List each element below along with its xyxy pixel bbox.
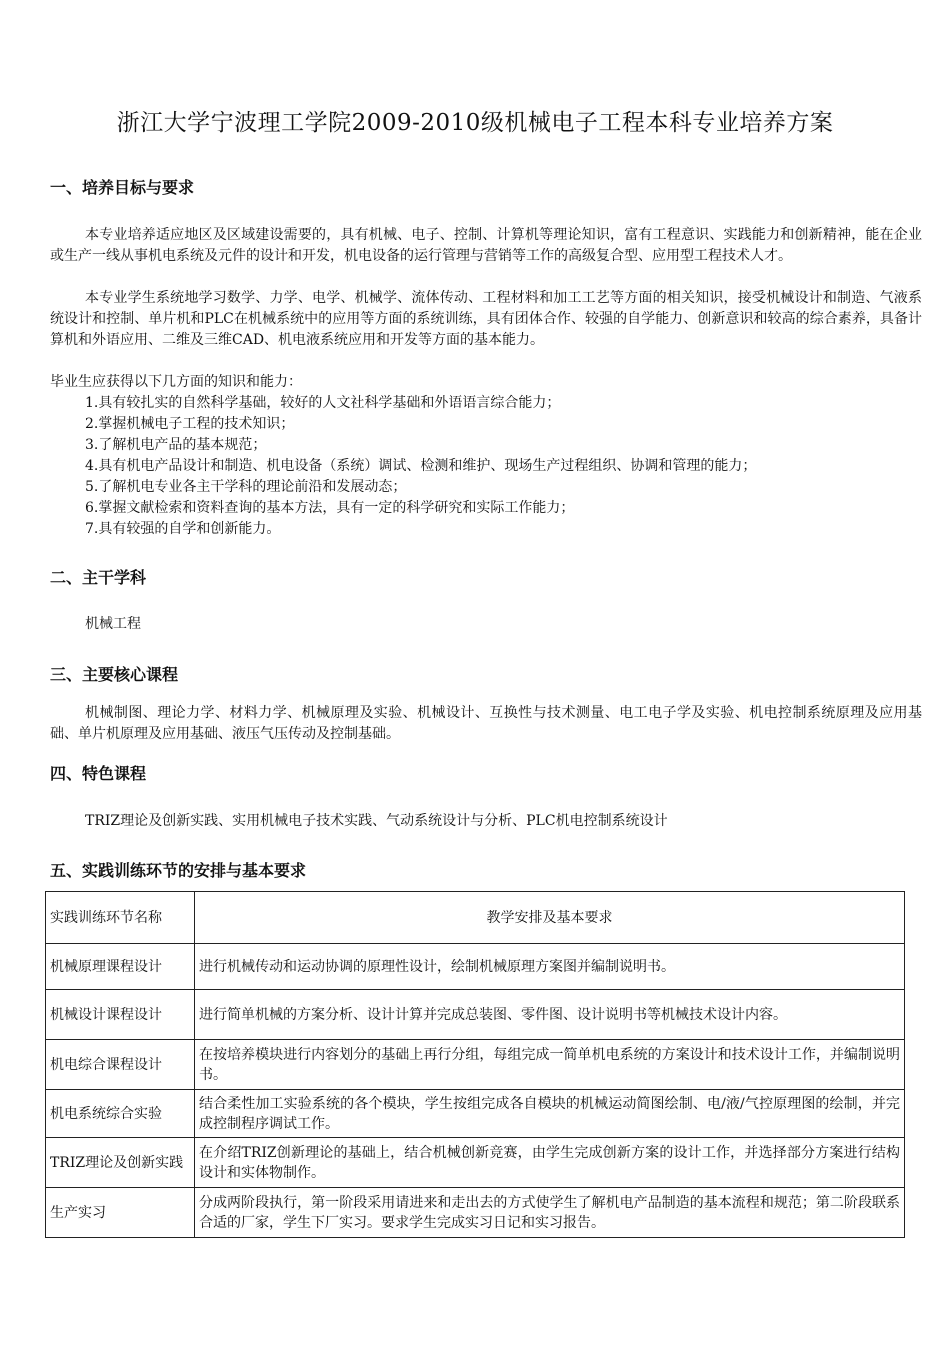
list-item: 4.具有机电产品设计和制造、机电设备（系统）调试、检测和维护、现场生产过程组织、协调和管理的能力；	[85, 458, 757, 474]
core-courses-text: 机械制图、理论力学、材料力学、机械原理及实验、机械设计、互换性与技术测量、电工电子学及实验、机电控制系统原理及应用基础、单片机原理及应用基础、液压气压传动及控制基础。	[50, 705, 922, 742]
featured-courses-text: TRIZ理论及创新实践、实用机械电子技术实践、气动系统设计与分析、PLC机电控制系统设计	[85, 813, 668, 829]
section-heading-core-courses: 三、主要核心课程	[50, 665, 179, 684]
section-heading-featured-courses: 四、特色课程	[50, 764, 147, 783]
table-cell-name: 机械设计课程设计	[46, 990, 195, 1040]
table-header-cell: 教学安排及基本要求	[195, 892, 905, 944]
section-heading-main-discipline: 二、主干学科	[50, 568, 147, 587]
table-cell-name: TRIZ理论及创新实践	[46, 1138, 195, 1188]
table-cell-requirement: 进行机械传动和运动协调的原理性设计，绘制机械原理方案图并编制说明书。	[195, 944, 905, 990]
table-cell-name: 机械原理课程设计	[46, 944, 195, 990]
section-heading-practice: 五、实践训练环节的安排与基本要求	[50, 861, 307, 880]
practice-table	[45, 891, 905, 1238]
table-cell-requirement: 在介绍TRIZ创新理论的基础上，结合机械创新竞赛，由学生完成创新方案的设计工作，并选择部分方案进行结构设计和实体物制作。	[195, 1138, 905, 1188]
table-cell-requirement: 在按培养模块进行内容划分的基础上再行分组，每组完成一简单机电系统的方案设计和技术设计工作，并编制说明书。	[195, 1040, 905, 1090]
document-title: 浙江大学宁波理工学院2009-2010级机械电子工程本科专业培养方案	[116, 110, 834, 136]
list-item: 6.掌握文献检索和资料查询的基本方法，具有一定的科学研究和实际工作能力；	[85, 500, 575, 516]
table-row	[46, 944, 905, 990]
table-row	[46, 990, 905, 1040]
goals-paragraph-1: 本专业培养适应地区及区域建设需要的，具有机械、电子、控制、计算机等理论知识，富有工程意识、实践能力和创新精神，能在企业或生产一线从事机电系统及元件的设计和开发，机电设备的运行管理与营销等工作的高级复合型、应用型工程技术人才。	[50, 227, 922, 264]
table-row	[46, 1040, 905, 1090]
table-header-cell: 实践训练环节名称	[46, 892, 195, 944]
table-cell-name: 机电综合课程设计	[46, 1040, 195, 1090]
main-discipline-text: 机械工程	[85, 616, 141, 632]
table-cell-name: 生产实习	[46, 1188, 195, 1238]
goals-paragraph-2: 本专业学生系统地学习数学、力学、电学、机械学、流体传动、工程材料和加工工艺等方面的相关知识，接受机械设计和制造、气液系统设计和控制、单片机和PLC在机械系统中的应用等方面的系统训练，具有团体合作、较强的自学能力、创新意识和较高的综合素养，具备计算机和外语应用、二维及三维CAD、机电液系统应用和开发等方面的基本能力。	[50, 290, 922, 348]
list-item: 7.具有较强的自学和创新能力。	[85, 521, 281, 537]
table-cell-requirement: 结合柔性加工实验系统的各个模块，学生按组完成各自模块的机械运动简图绘制、电/液/气控原理图的绘制，并完成控制程序调试工作。	[195, 1090, 905, 1138]
list-item: 1.具有较扎实的自然科学基础，较好的人文社科学基础和外语语言综合能力；	[85, 395, 561, 411]
table-row	[46, 1090, 905, 1138]
section-heading-goals: 一、培养目标与要求	[50, 178, 195, 197]
list-item: 5.了解机电专业各主干学科的理论前沿和发展动态；	[85, 479, 407, 495]
list-item: 3.了解机电产品的基本规范；	[85, 437, 267, 453]
table-header-row	[46, 892, 905, 944]
abilities-intro: 毕业生应获得以下几方面的知识和能力：	[50, 374, 302, 390]
table-cell-requirement: 进行简单机械的方案分析、设计计算并完成总装图、零件图、设计说明书等机械技术设计内容。	[195, 990, 905, 1040]
abilities-list	[85, 393, 756, 540]
table-cell-name: 机电系统综合实验	[46, 1090, 195, 1138]
table-row	[46, 1188, 905, 1238]
list-item: 2.掌握机械电子工程的技术知识；	[85, 416, 295, 432]
table-cell-requirement: 分成两阶段执行，第一阶段采用请进来和走出去的方式使学生了解机电产品制造的基本流程和规范；第二阶段联系合适的厂家，学生下厂实习。要求学生完成实习日记和实习报告。	[195, 1188, 905, 1238]
table-row	[46, 1138, 905, 1188]
